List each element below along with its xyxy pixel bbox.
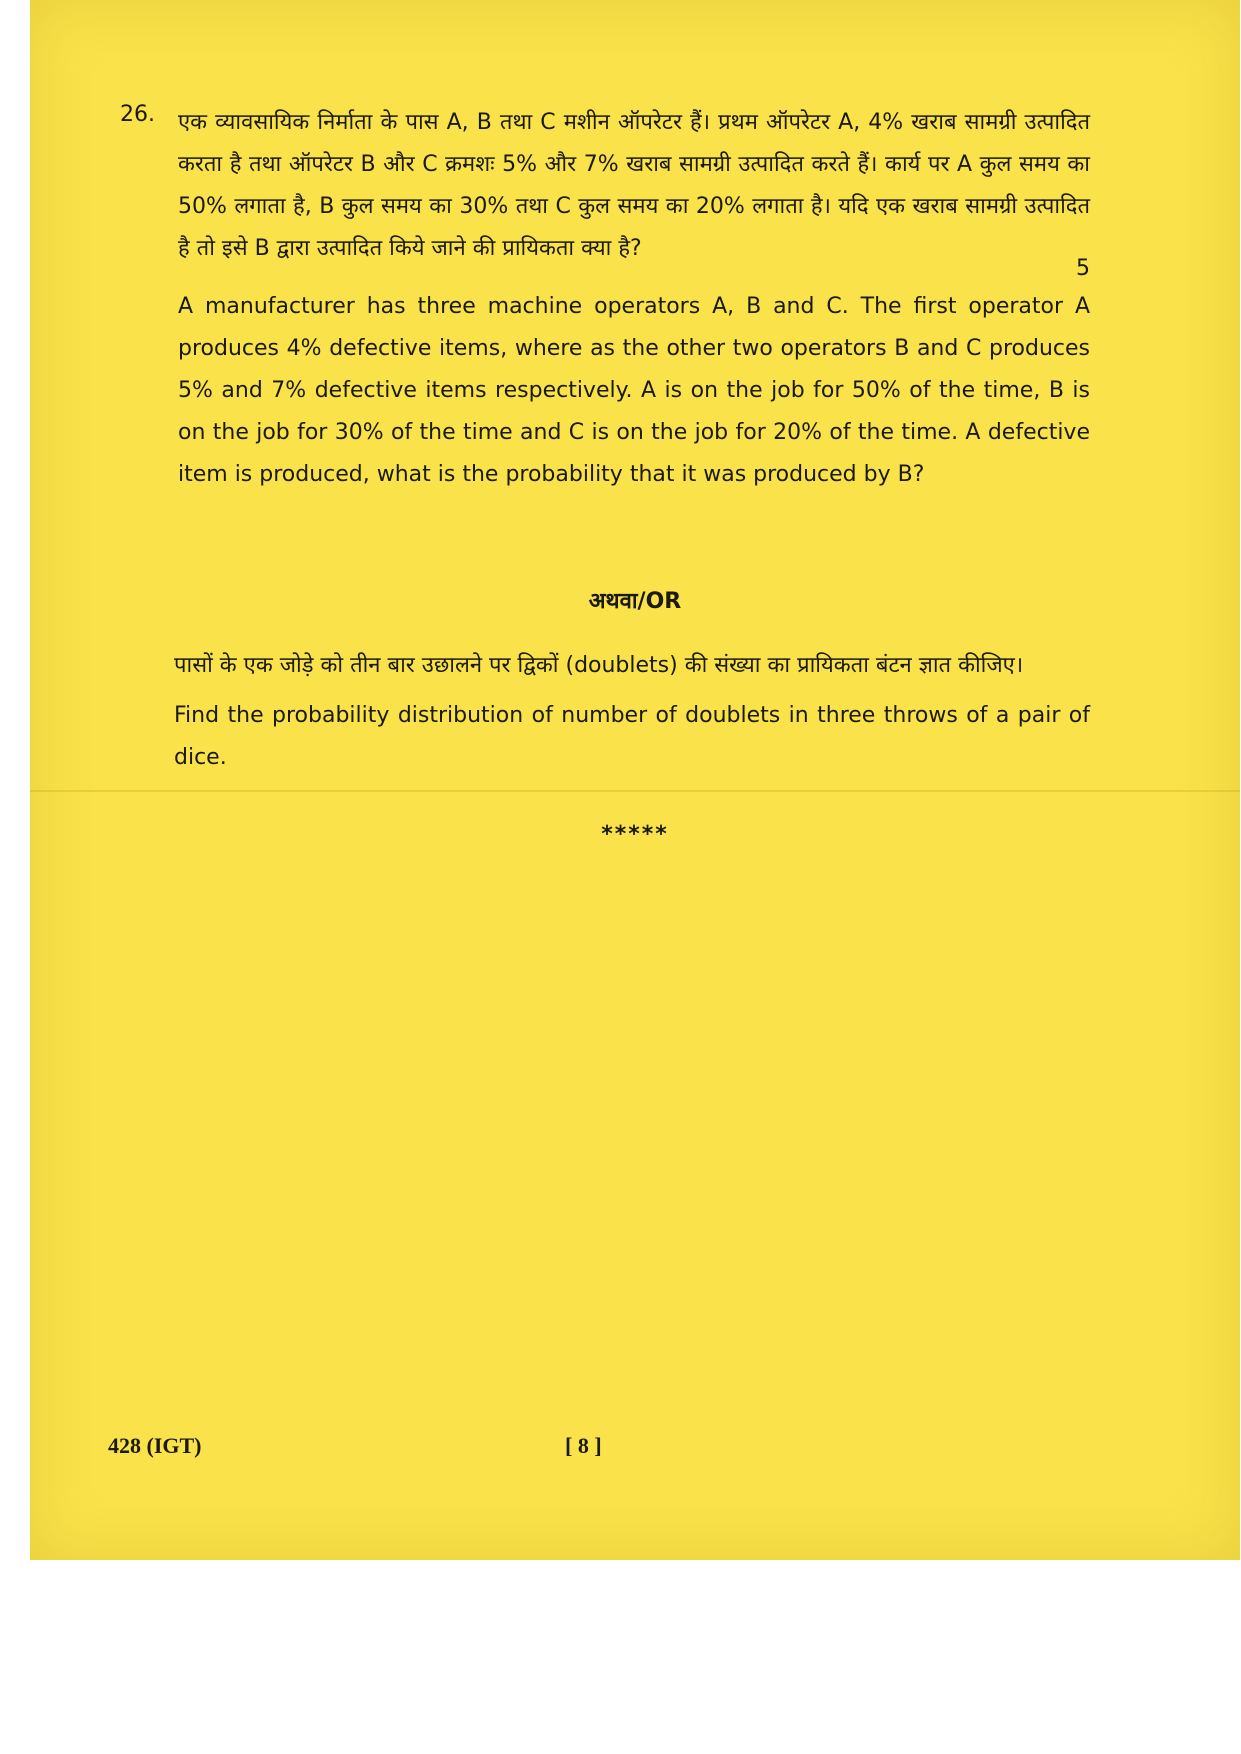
question-text-english: A manufacturer has three machine operators A, B and C. The first operator A produces 4% defective items, where as the other two operators B and C produces 5% and 7% defective items respectively. A is on the job for 50% of the time, B is on the job for 30% of the time and C is on the job for 20% of the time. A defective item is produced, what is the probability that it was produced by B? [178, 294, 1090, 487]
or-separator: अथवा/OR [588, 589, 682, 614]
paper-code: 428 (IGT) [108, 1433, 202, 1458]
question-text-hindi: एक व्यावसायिक निर्माता के पास A, B तथा C मशीन ऑपरेटर हैं। प्रथम ऑपरेटर A, 4% खराब सामग्री उत्पादित करता है तथा ऑपरेटर B और C क्रमशः 5% और 7% खराब सामग्री उत्पादित करते हैं। कार्य पर A कुल समय का 50% लगाता है, B कुल समय का 30% तथा C कुल समय का 20% लगाता है। यदि एक खराब सामग्री उत्पादित है तो इसे B द्वारा उत्पादित किये जाने की प्रायिकता क्या है? [178, 110, 1090, 261]
question-marks: 5 [1076, 256, 1090, 281]
paper-fold-line [30, 790, 1240, 792]
question-number: 26. [120, 102, 155, 127]
end-marker: ***** [601, 822, 669, 847]
alternative-question [174, 645, 1090, 779]
page-number: [ 8 ] [565, 1433, 602, 1458]
question-body [178, 102, 1090, 496]
alternative-text-english: Find the probability distribution of number of doublets in three throws of a pair of dice. [174, 703, 1090, 770]
alternative-text-hindi: पासों के एक जोड़े को तीन बार उछालने पर द्विकों (doublets) की संख्या का प्रायिकता बंटन ज्ञात कीजिए। [174, 653, 1024, 678]
